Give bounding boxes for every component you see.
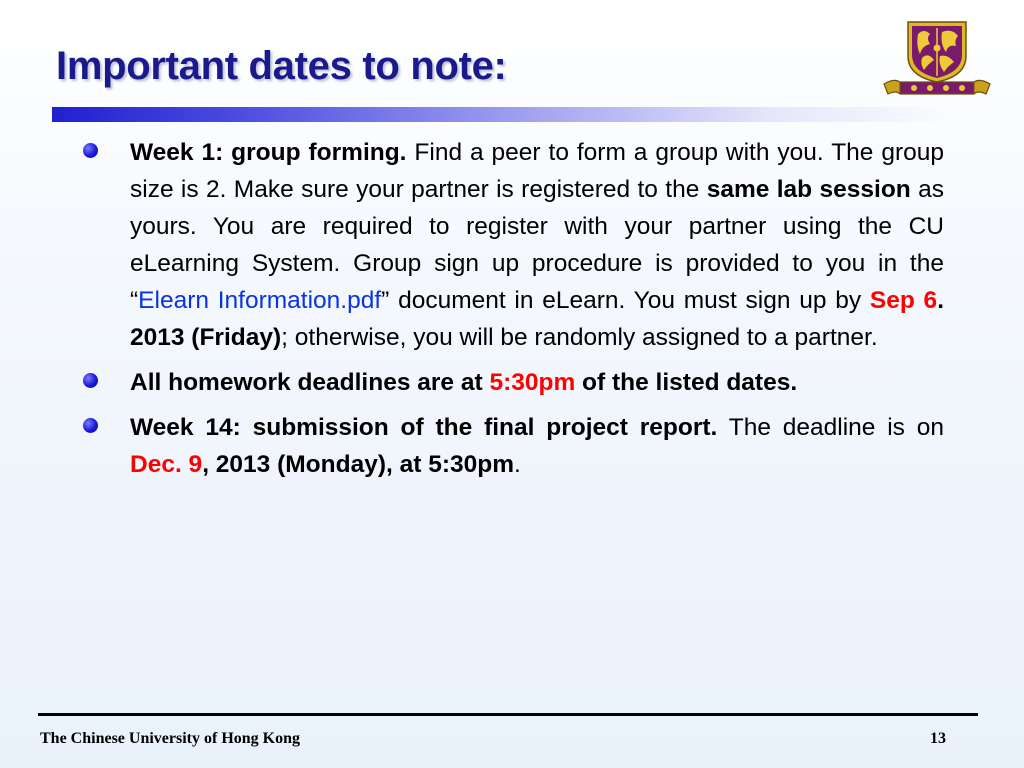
- bullet-dot-icon: [83, 418, 98, 433]
- document-link[interactable]: Elearn Information.pdf: [138, 287, 382, 314]
- cuhk-crest-icon: [878, 18, 996, 102]
- deadline-date-rest: . 2013 (Friday): [130, 287, 944, 351]
- footer-divider: [38, 713, 978, 716]
- footer-institution: The Chinese University of Hong Kong: [40, 730, 301, 747]
- bullet-text: ; otherwise, you will be randomly assigned to a partner.: [281, 324, 878, 351]
- deadline-time-red: 5:30pm: [489, 369, 576, 396]
- bullet-text: .: [513, 451, 521, 478]
- bullet-text: All homework deadlines are at: [130, 369, 490, 396]
- slide-title: Important dates to note:: [56, 44, 507, 88]
- bullet-heading: Week 1: group forming.: [130, 139, 407, 166]
- deadline-date-red: Dec. 9: [130, 451, 203, 478]
- bullet-text: as yours. You are required to register with your partner using the CU eLearning System. Group sign up procedure is provided to you in the “: [130, 176, 945, 314]
- bullet-dot-icon: [83, 143, 98, 158]
- bullet-text: Find a peer to form a group with you. The group size is 2. Make sure your partner is registered to the: [130, 139, 944, 203]
- deadline-date-rest: , 2013 (Monday), at 5:30pm: [202, 451, 514, 478]
- bullet-text: The deadline is on: [717, 414, 944, 441]
- bullet-heading: Week 14: submission of the final project report.: [130, 414, 718, 441]
- deadline-date-red: Sep 6: [869, 287, 938, 314]
- title-underline-bar: [52, 107, 952, 122]
- page-number: 13: [930, 730, 946, 747]
- list-item: [80, 134, 944, 356]
- list-item: [80, 364, 944, 401]
- list-item: [80, 409, 944, 483]
- bullet-list: [80, 134, 944, 491]
- bullet-text: ” document in eLearn. You must sign up by: [381, 287, 870, 314]
- bullet-text: of the listed dates.: [575, 369, 798, 396]
- bullet-dot-icon: [83, 373, 98, 388]
- emphasis-text: same lab session: [706, 176, 911, 203]
